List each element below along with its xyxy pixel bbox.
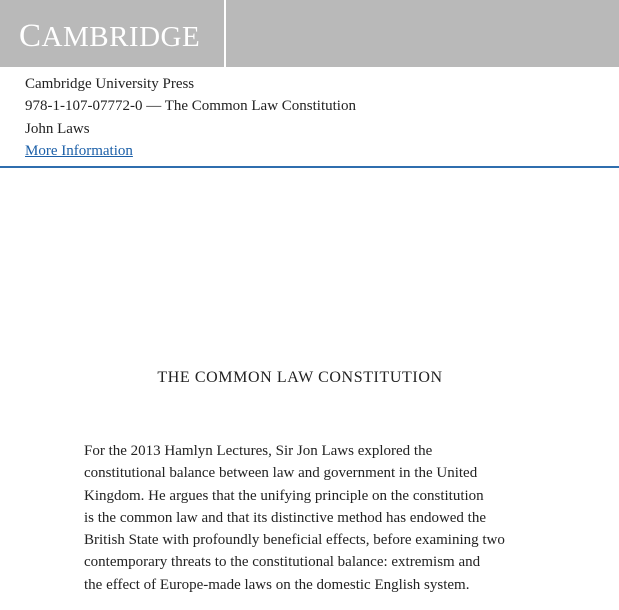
abstract-line: British State with profoundly beneficial effects, before examining two: [84, 532, 505, 549]
abstract-line: the effect of Europe-made laws on the domestic English system.: [84, 576, 470, 593]
logo-rest: AMBRIDGE: [41, 21, 201, 53]
abstract: [84, 440, 524, 596]
more-information-link[interactable]: More Information: [25, 143, 133, 160]
header-banner: [0, 0, 619, 67]
abstract-line: contemporary threats to the constitutional balance: extremism and: [84, 554, 481, 571]
abstract-line: For the 2013 Hamlyn Lectures, Sir Jon Laws explored the: [84, 443, 433, 459]
isbn-title: 978-1-107-07772-0 — The Common Law Constitution: [25, 98, 356, 115]
book-title: THE COMMON LAW CONSTITUTION: [157, 369, 443, 386]
abstract-line: constitutional balance between law and government in the United: [84, 465, 478, 482]
author-name: John Laws: [25, 120, 90, 137]
header-divider: [0, 166, 619, 168]
abstract-line: Kingdom. He argues that the unifying principle on the constitution: [84, 487, 484, 504]
abstract-line: is the common law and that its distinctive method has endowed the: [84, 509, 487, 526]
book-meta: [25, 73, 356, 163]
cambridge-logo: [19, 18, 200, 55]
logo-box: [0, 0, 226, 67]
logo-initial: C: [19, 18, 42, 54]
publisher-name: Cambridge University Press: [25, 76, 195, 92]
